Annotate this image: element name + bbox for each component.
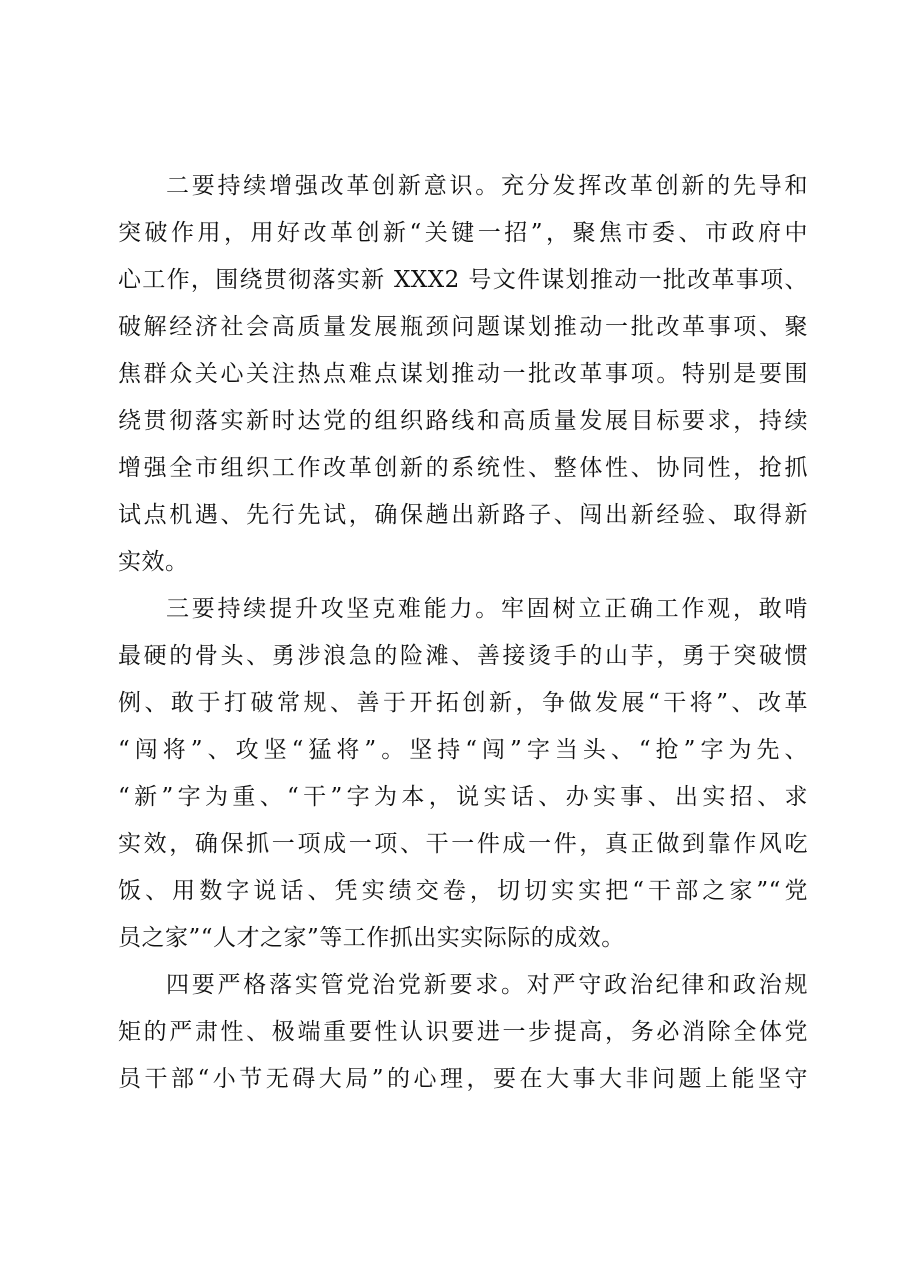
text-line: 实效，确保抓一项成一项、干一件成一件，真正做到靠作风吃 <box>118 831 808 857</box>
text-line: 绕贯彻落实新时达党的组织路线和高质量发展目标要求，持续 <box>118 408 808 434</box>
text-line: 增强全市组织工作改革创新的系统性、整体性、协同性，抢抓 <box>118 455 808 481</box>
text-line: 饭、用数字说话、凭实绩交卷，切切实实把“干部之家”“党 <box>118 878 808 904</box>
text-line: 四要严格落实管党治党新要求。对严守政治纪律和政治规 <box>166 972 808 998</box>
text-line: 破解经济社会高质量发展瓶颈问题谋划推动一批改革事项、聚 <box>118 314 808 340</box>
paragraph-party-governance <box>118 962 808 1103</box>
text-line: 心工作，围绕贯彻落实新 XXX2 号文件谋划推动一批改革事项、 <box>118 267 808 293</box>
text-line: 突破作用，用好改革创新“关键一招”，聚焦市委、市政府中 <box>118 220 808 246</box>
text-line: 实效。 <box>118 549 189 575</box>
text-line: 最硬的骨头、勇涉浪急的险滩、善接烫手的山芋，勇于突破惯 <box>118 643 808 669</box>
paragraph-reform-innovation <box>118 163 808 586</box>
text-line: 例、敢于打破常规、善于开拓创新，争做发展“干将”、改革 <box>118 690 808 716</box>
text-line: 二要持续增强改革创新意识。充分发挥改革创新的先导和 <box>166 173 808 199</box>
text-line: 员之家”“人才之家”等工作抓出实实际际的成效。 <box>118 925 625 951</box>
document-body <box>118 163 808 1103</box>
text-line: “闯将”、攻坚“猛将”。坚持“闯”字当头、“抢”字为先、 <box>118 737 808 763</box>
text-line: 矩的严肃性、极端重要性认识要进一步提高，务必消除全体党 <box>118 1019 808 1045</box>
text-line: “新”字为重、“干”字为本，说实话、办实事、出实招、求 <box>118 784 808 810</box>
text-line: 员干部“小节无碍大局”的心理，要在大事大非问题上能坚守 <box>118 1066 808 1092</box>
text-line: 焦群众关心关注热点难点谋划推动一批改革事项。特别是要围 <box>118 361 808 387</box>
text-line: 试点机遇、先行先试，确保趟出新路子、闯出新经验、取得新 <box>118 502 808 528</box>
text-line: 三要持续提升攻坚克难能力。牢固树立正确工作观，敢啃 <box>166 596 808 622</box>
paragraph-tackle-difficulties <box>118 586 808 962</box>
